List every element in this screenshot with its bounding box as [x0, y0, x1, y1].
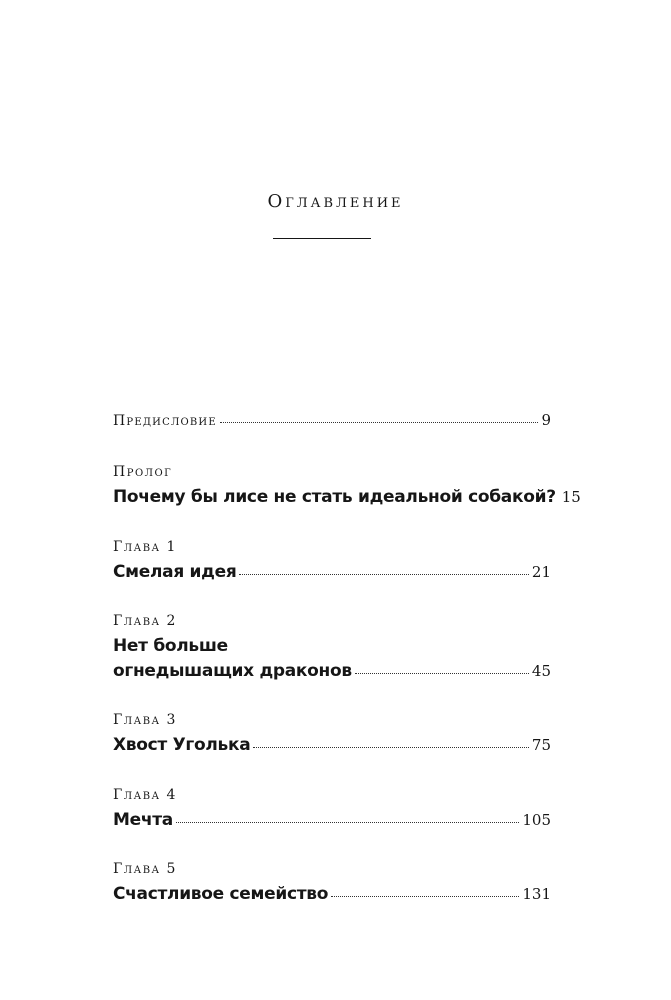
toc-page-number: 15 — [561, 488, 581, 506]
toc-entry-title-line[interactable]: Нет больше — [113, 636, 228, 656]
dot-leader — [355, 673, 529, 674]
toc-page-number: 21 — [531, 563, 551, 581]
toc-entry-title: Предисловие — [113, 413, 217, 429]
dot-leader — [331, 896, 519, 897]
toc-entry-label: Пролог — [113, 464, 173, 480]
toc-entry-label: Глава 2 — [113, 613, 177, 629]
toc-entry-title: Смелая идея — [113, 562, 237, 582]
page-title: Оглавление — [267, 191, 404, 212]
dot-leader — [253, 747, 529, 748]
toc-entry-chapter-4[interactable] — [113, 808, 551, 832]
toc-entry-title: Хвост Уголька — [113, 735, 251, 755]
toc-page-number: 9 — [541, 411, 551, 429]
toc-entry-label: Глава 5 — [113, 861, 177, 877]
toc-entry-label: Глава 3 — [113, 712, 177, 728]
dot-leader — [176, 822, 519, 823]
toc-entry-chapter-5[interactable] — [113, 882, 551, 906]
toc-page-number: 45 — [531, 662, 551, 680]
toc-entry-chapter-2[interactable] — [113, 659, 551, 683]
dot-leader — [220, 422, 539, 423]
toc-entry-chapter-3[interactable] — [113, 733, 551, 757]
dot-leader — [239, 574, 528, 575]
toc-entry-label: Глава 1 — [113, 539, 177, 555]
title-divider — [273, 238, 371, 239]
toc-entry-title: Почему бы лисе не стать идеальной собакой? — [113, 487, 556, 507]
toc-page-number: 131 — [522, 885, 551, 903]
toc-entry-title: огнедышащих драконов — [113, 661, 352, 681]
toc-page-number: 105 — [522, 811, 551, 829]
toc-entry-prologue[interactable] — [113, 485, 581, 509]
toc-entry-preface[interactable] — [113, 408, 551, 433]
toc-page-number: 75 — [531, 736, 551, 754]
toc-entry-label: Глава 4 — [113, 787, 177, 803]
toc-entry-title: Счастливое семейство — [113, 884, 329, 904]
toc-entry-title: Мечта — [113, 810, 173, 830]
toc-entry-chapter-1[interactable] — [113, 560, 551, 584]
